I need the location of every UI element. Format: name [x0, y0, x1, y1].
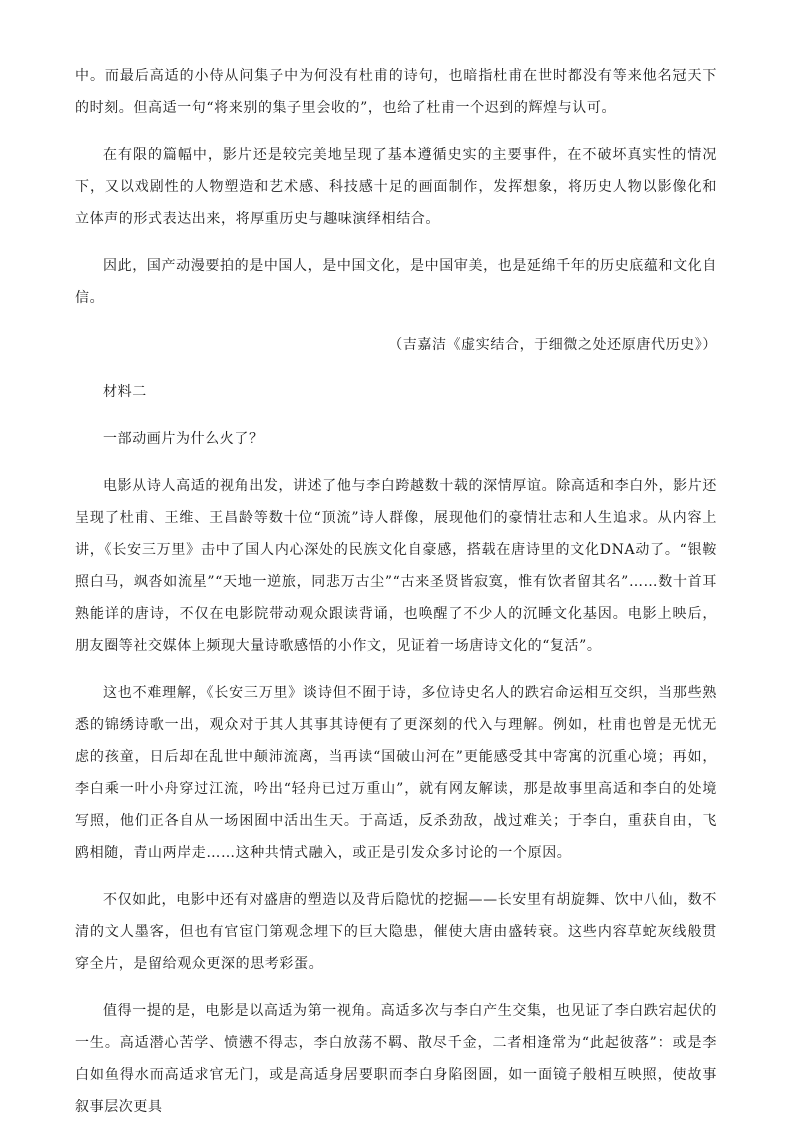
material-heading: 材料二 [103, 384, 147, 400]
document-body [75, 60, 717, 1138]
section-question: 一部动画片为什么火了？ [103, 431, 264, 447]
paragraph-6: 不仅如此，电影中还有对盛唐的塑造以及背后隐忧的挖掘——长安里有胡旋舞、饮中八仙，数不清的文人墨客，但也有官宦门第观念埋下的巨大隐患，催使大唐由盛转衰。这些内容草蛇灰线般贯穿全片，是留给观众更深的思考彩蛋。 [75, 892, 717, 972]
paragraph-4: 电影从诗人高适的视角出发，讲述了他与李白跨越数十载的深情厚谊。除高适和李白外，影片还呈现了杜甫、王维、王昌龄等数十位“顶流”诗人群像，展现他们的豪情壮志和人生追求。从内容上讲，《长安三万里》击中了国人内心深处的民族文化自豪感，搭载在唐诗里的文化DNA动了。“银鞍照白马，飒沓如流星”“天地一逆旅，同悲万古尘”“古来圣贤皆寂寞，惟有饮者留其名”……数十首耳熟能详的唐诗，不仅在电影院带动观众跟读背诵，也唤醒了不少人的沉睡文化基因。电影上映后，朋友圈等社交媒体上频现大量诗歌感悟的小作文，见证着一场唐诗文化的“复活”。 [75, 478, 717, 654]
paragraph-7: 值得一提的是，电影是以高适为第一视角。高适多次与李白产生交集，也见证了李白跌宕起伏的一生。高适潜心苦学、愤懑不得志，李白放荡不羁、散尽千金，二者相逢常为“此起彼落”：或是李白如鱼得水而高适求官无门，或是高适身居要职而李白身陷囹圄，如一面镜子般相互映照，使故事叙事层次更具 [75, 1003, 717, 1115]
paragraph-5: 这也不难理解，《长安三万里》谈诗但不囿于诗，多位诗史名人的跌宕命运相互交织，当那些熟悉的锦绣诗歌一出，观众对于其人其事其诗便有了更深刻的代入与理解。例如，杜甫也曾是无忧无虑的孩童，日后却在乱世中颠沛流离，当再读“国破山河在”更能感受其中寄寓的沉重心境；再如，李白乘一叶小舟穿过江流，吟出“轻舟已过万重山”，就有网友解读，那是故事里高适和李白的处境写照，他们正各自从一场困囿中活出生天。于高适，反杀劲敌，战过难关；于李白，重获自由，飞鸥相随，青山两岸走……这种共情式融入，或正是引发众多讨论的一个原因。 [75, 685, 717, 861]
source-citation: （吉嘉洁《虚实结合，于细微之处还原唐代历史》） [388, 337, 717, 353]
paragraph-2: 在有限的篇幅中，影片还是较完美地呈现了基本遵循史实的主要事件，在不破坏真实性的情况下，又以戏剧性的人物塑造和艺术感、科技感十足的画面制作，发挥想象，将历史人物以影像化和立体声的形式表达出来，将厚重历史与趣味演绎相结合。 [75, 147, 717, 227]
paragraph-1: 中。而最后高适的小侍从问集子中为何没有杜甫的诗句，也暗指杜甫在世时都没有等来他名冠天下的时刻。但高适一句“将来别的集子里会收的”，也给了杜甫一个迟到的辉煌与认可。 [75, 68, 717, 116]
paragraph-3: 因此，国产动漫要拍的是中国人，是中国文化，是中国审美，也是延绵千年的历史底蕴和文化自信。 [75, 258, 717, 306]
